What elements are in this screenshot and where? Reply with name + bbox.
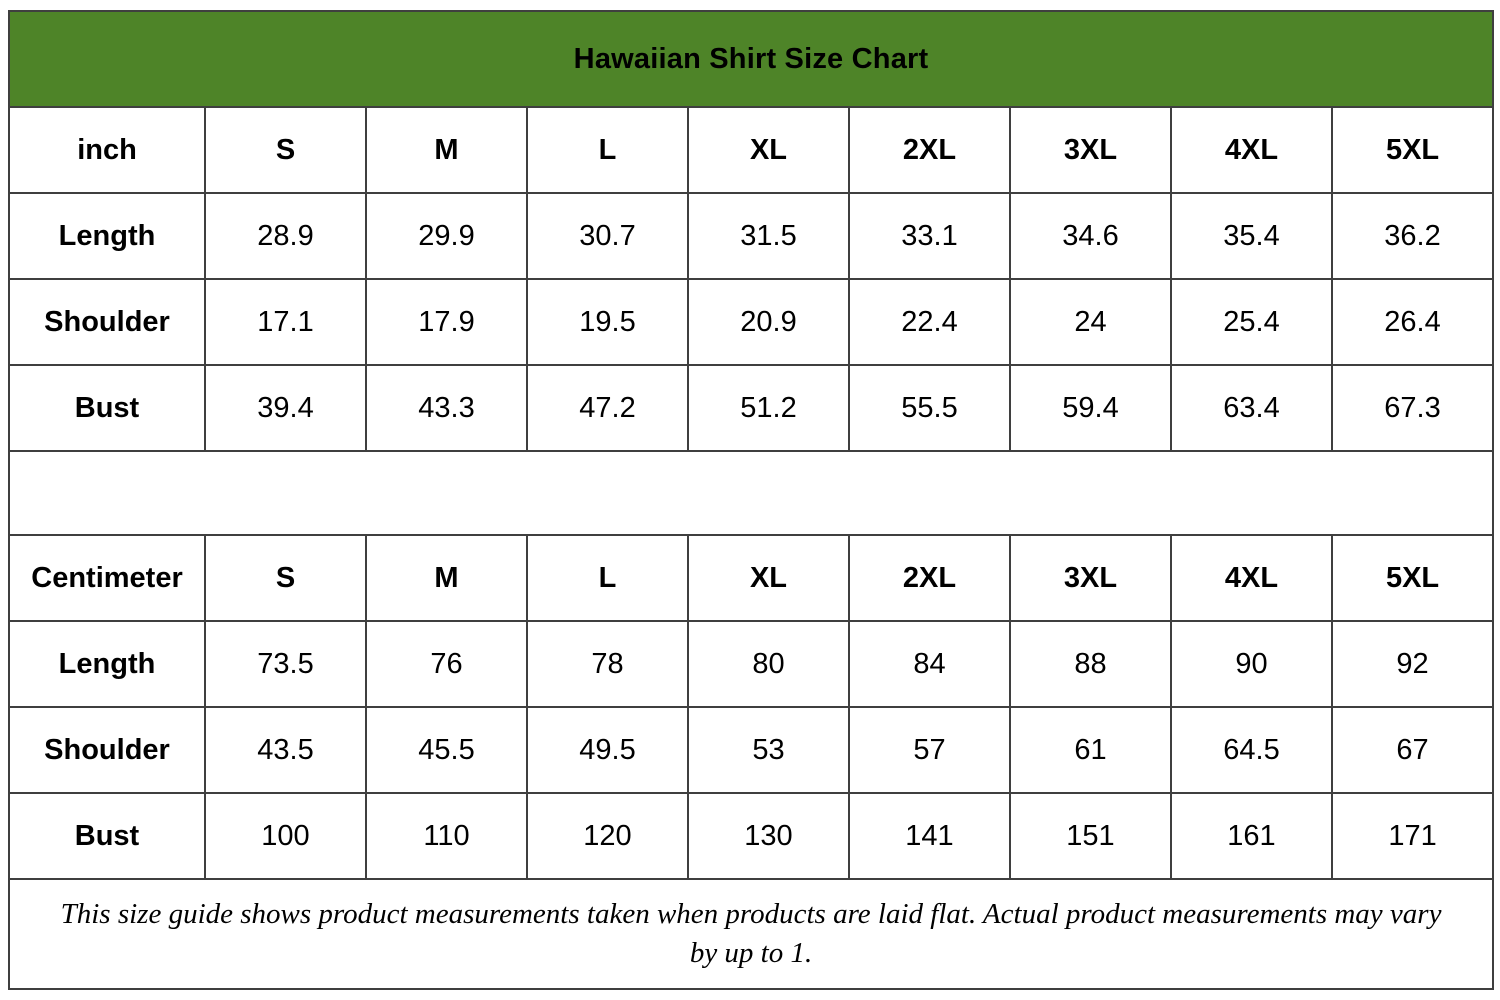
inch-header-row bbox=[9, 107, 1493, 193]
cell-shoulder-cm-2xl: 57 bbox=[849, 707, 1010, 793]
cell-bust-cm-l: 120 bbox=[527, 793, 688, 879]
row-label-bust-inch: Bust bbox=[9, 365, 205, 451]
cell-shoulder-cm-4xl: 64.5 bbox=[1171, 707, 1332, 793]
cell-length-cm-5xl: 92 bbox=[1332, 621, 1493, 707]
cell-length-inch-m: 29.9 bbox=[366, 193, 527, 279]
table-row bbox=[9, 707, 1493, 793]
spacer-row bbox=[9, 451, 1493, 535]
table-row bbox=[9, 621, 1493, 707]
cm-column-header-4xl: 4XL bbox=[1171, 535, 1332, 621]
cell-shoulder-inch-m: 17.9 bbox=[366, 279, 527, 365]
cell-bust-inch-3xl: 59.4 bbox=[1010, 365, 1171, 451]
cell-shoulder-inch-5xl: 26.4 bbox=[1332, 279, 1493, 365]
cell-bust-cm-2xl: 141 bbox=[849, 793, 1010, 879]
cell-bust-cm-m: 110 bbox=[366, 793, 527, 879]
cell-bust-inch-2xl: 55.5 bbox=[849, 365, 1010, 451]
table-row bbox=[9, 365, 1493, 451]
cell-shoulder-cm-5xl: 67 bbox=[1332, 707, 1493, 793]
cell-bust-inch-l: 47.2 bbox=[527, 365, 688, 451]
cell-bust-inch-m: 43.3 bbox=[366, 365, 527, 451]
cell-bust-cm-5xl: 171 bbox=[1332, 793, 1493, 879]
cell-shoulder-cm-m: 45.5 bbox=[366, 707, 527, 793]
row-label-length-cm: Length bbox=[9, 621, 205, 707]
cell-bust-inch-5xl: 67.3 bbox=[1332, 365, 1493, 451]
cell-length-inch-2xl: 33.1 bbox=[849, 193, 1010, 279]
cell-bust-inch-xl: 51.2 bbox=[688, 365, 849, 451]
cell-length-cm-2xl: 84 bbox=[849, 621, 1010, 707]
cm-column-header-l: L bbox=[527, 535, 688, 621]
column-header-5xl: 5XL bbox=[1332, 107, 1493, 193]
table-row bbox=[9, 793, 1493, 879]
row-label-shoulder-cm: Shoulder bbox=[9, 707, 205, 793]
size-chart-table bbox=[8, 10, 1494, 990]
column-header-3xl: 3XL bbox=[1010, 107, 1171, 193]
cm-column-header-s: S bbox=[205, 535, 366, 621]
cm-column-header-m: M bbox=[366, 535, 527, 621]
cell-shoulder-inch-l: 19.5 bbox=[527, 279, 688, 365]
cell-bust-cm-xl: 130 bbox=[688, 793, 849, 879]
cell-bust-inch-s: 39.4 bbox=[205, 365, 366, 451]
cell-length-inch-xl: 31.5 bbox=[688, 193, 849, 279]
cell-shoulder-cm-3xl: 61 bbox=[1010, 707, 1171, 793]
row-label-length-inch: Length bbox=[9, 193, 205, 279]
cell-length-cm-m: 76 bbox=[366, 621, 527, 707]
cell-bust-cm-s: 100 bbox=[205, 793, 366, 879]
column-header-2xl: 2XL bbox=[849, 107, 1010, 193]
cm-column-header-3xl: 3XL bbox=[1010, 535, 1171, 621]
measurement-note: This size guide shows product measurements taken when products are laid flat. Actual product measurements may vary by up to 1. bbox=[9, 879, 1493, 989]
cell-shoulder-inch-2xl: 22.4 bbox=[849, 279, 1010, 365]
inch-unit-label: inch bbox=[9, 107, 205, 193]
column-header-4xl: 4XL bbox=[1171, 107, 1332, 193]
cell-length-inch-3xl: 34.6 bbox=[1010, 193, 1171, 279]
cm-header-row bbox=[9, 535, 1493, 621]
centimeter-unit-label: Centimeter bbox=[9, 535, 205, 621]
spacer-cell bbox=[9, 451, 1493, 535]
cell-length-inch-s: 28.9 bbox=[205, 193, 366, 279]
cell-length-cm-l: 78 bbox=[527, 621, 688, 707]
note-row bbox=[9, 879, 1493, 989]
cell-shoulder-inch-xl: 20.9 bbox=[688, 279, 849, 365]
cell-shoulder-inch-s: 17.1 bbox=[205, 279, 366, 365]
cell-length-inch-5xl: 36.2 bbox=[1332, 193, 1493, 279]
column-header-xl: XL bbox=[688, 107, 849, 193]
row-label-shoulder-inch: Shoulder bbox=[9, 279, 205, 365]
cell-bust-inch-4xl: 63.4 bbox=[1171, 365, 1332, 451]
table-row bbox=[9, 193, 1493, 279]
cell-bust-cm-3xl: 151 bbox=[1010, 793, 1171, 879]
page-title: Hawaiian Shirt Size Chart bbox=[9, 11, 1493, 107]
cell-length-cm-xl: 80 bbox=[688, 621, 849, 707]
cell-length-inch-4xl: 35.4 bbox=[1171, 193, 1332, 279]
cell-shoulder-cm-xl: 53 bbox=[688, 707, 849, 793]
column-header-l: L bbox=[527, 107, 688, 193]
cell-shoulder-cm-l: 49.5 bbox=[527, 707, 688, 793]
row-label-bust-cm: Bust bbox=[9, 793, 205, 879]
cell-shoulder-inch-4xl: 25.4 bbox=[1171, 279, 1332, 365]
column-header-s: S bbox=[205, 107, 366, 193]
title-row bbox=[9, 11, 1493, 107]
cell-length-cm-4xl: 90 bbox=[1171, 621, 1332, 707]
cm-column-header-2xl: 2XL bbox=[849, 535, 1010, 621]
cell-shoulder-inch-3xl: 24 bbox=[1010, 279, 1171, 365]
table-row bbox=[9, 279, 1493, 365]
cm-column-header-5xl: 5XL bbox=[1332, 535, 1493, 621]
column-header-m: M bbox=[366, 107, 527, 193]
cell-shoulder-cm-s: 43.5 bbox=[205, 707, 366, 793]
cell-bust-cm-4xl: 161 bbox=[1171, 793, 1332, 879]
cm-column-header-xl: XL bbox=[688, 535, 849, 621]
cell-length-cm-s: 73.5 bbox=[205, 621, 366, 707]
cell-length-inch-l: 30.7 bbox=[527, 193, 688, 279]
cell-length-cm-3xl: 88 bbox=[1010, 621, 1171, 707]
